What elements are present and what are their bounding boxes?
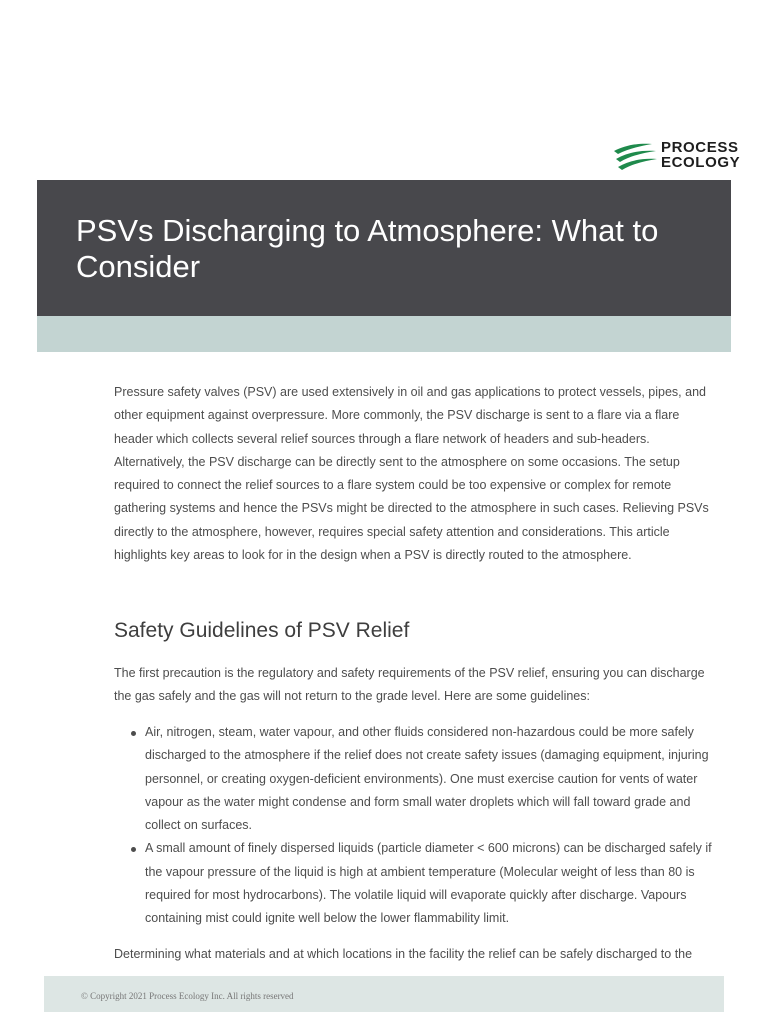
logo-wordmark [661,140,740,170]
bullet-icon [131,847,136,852]
title-banner [37,180,731,316]
list-item [114,721,714,837]
page-footer [44,976,724,1012]
list-item [114,837,714,930]
copyright-text: © Copyright 2021 Process Ecology Inc. All rights reserved [81,991,294,1001]
bullet-icon [131,731,136,736]
page-title: PSVs Discharging to Atmosphere: What to Consider [76,213,659,284]
guidelines-list [114,721,714,931]
section-lead-paragraph: The first precaution is the regulatory and safety requirements of the PSV relief, ensuring you can discharge the gas safely and the gas will not return to the grade level. Here are some guidelines: [114,666,705,704]
intro-paragraph: Pressure safety valves (PSV) are used extensively in oil and gas applications to protect vessels, pipes, and other equipment against overpressure. More commonly, the PSV discharge is sent to a flare via a flare header which collects several relief sources through a flare network of headers and sub-headers. Alternatively, the PSV discharge can be directly sent to the atmosphere on some occasions. The setup required to connect the relief sources to a flare system could be too expensive or complex for remote gathering systems and hence the PSVs might be directed to the atmosphere in such cases. Relieving PSVs directly to the atmosphere, however, requires special safety attention and considerations. This article highlights key areas to look for in the design when a PSV is directly routed to the atmosphere. [114,385,709,563]
accent-band [37,316,731,352]
leaf-swoosh-icon [612,139,658,173]
logo-line-2: ECOLOGY [661,154,741,171]
logo-line-1: PROCESS [661,139,739,156]
section-heading: Safety Guidelines of PSV Relief [114,619,410,642]
company-logo [612,139,741,173]
list-item-text: A small amount of finely dispersed liquids (particle diameter < 600 microns) can be discharged safely if the vapour pressure of the liquid is high at ambient temperature (Molecular weight of less than 80 is required for most hydrocarbons). The volatile liquid will evaporate quickly after discharge. Vapours containing mist could ignite well below the lower flammability limit. [145,841,712,926]
trailing-paragraph: Determining what materials and at which locations in the facility the relief can be safely discharged to the [114,947,693,961]
list-item-text: Air, nitrogen, steam, water vapour, and other fluids considered non-hazardous could be more safely discharged to the atmosphere if the relief does not create safety issues (damaging equipment, injuring personnel, or creating oxygen-deficient environments). One must exercise caution for vents of water vapour as the water might condense and form small water droplets which will fall toward grade and collect on surfaces. [145,725,709,833]
